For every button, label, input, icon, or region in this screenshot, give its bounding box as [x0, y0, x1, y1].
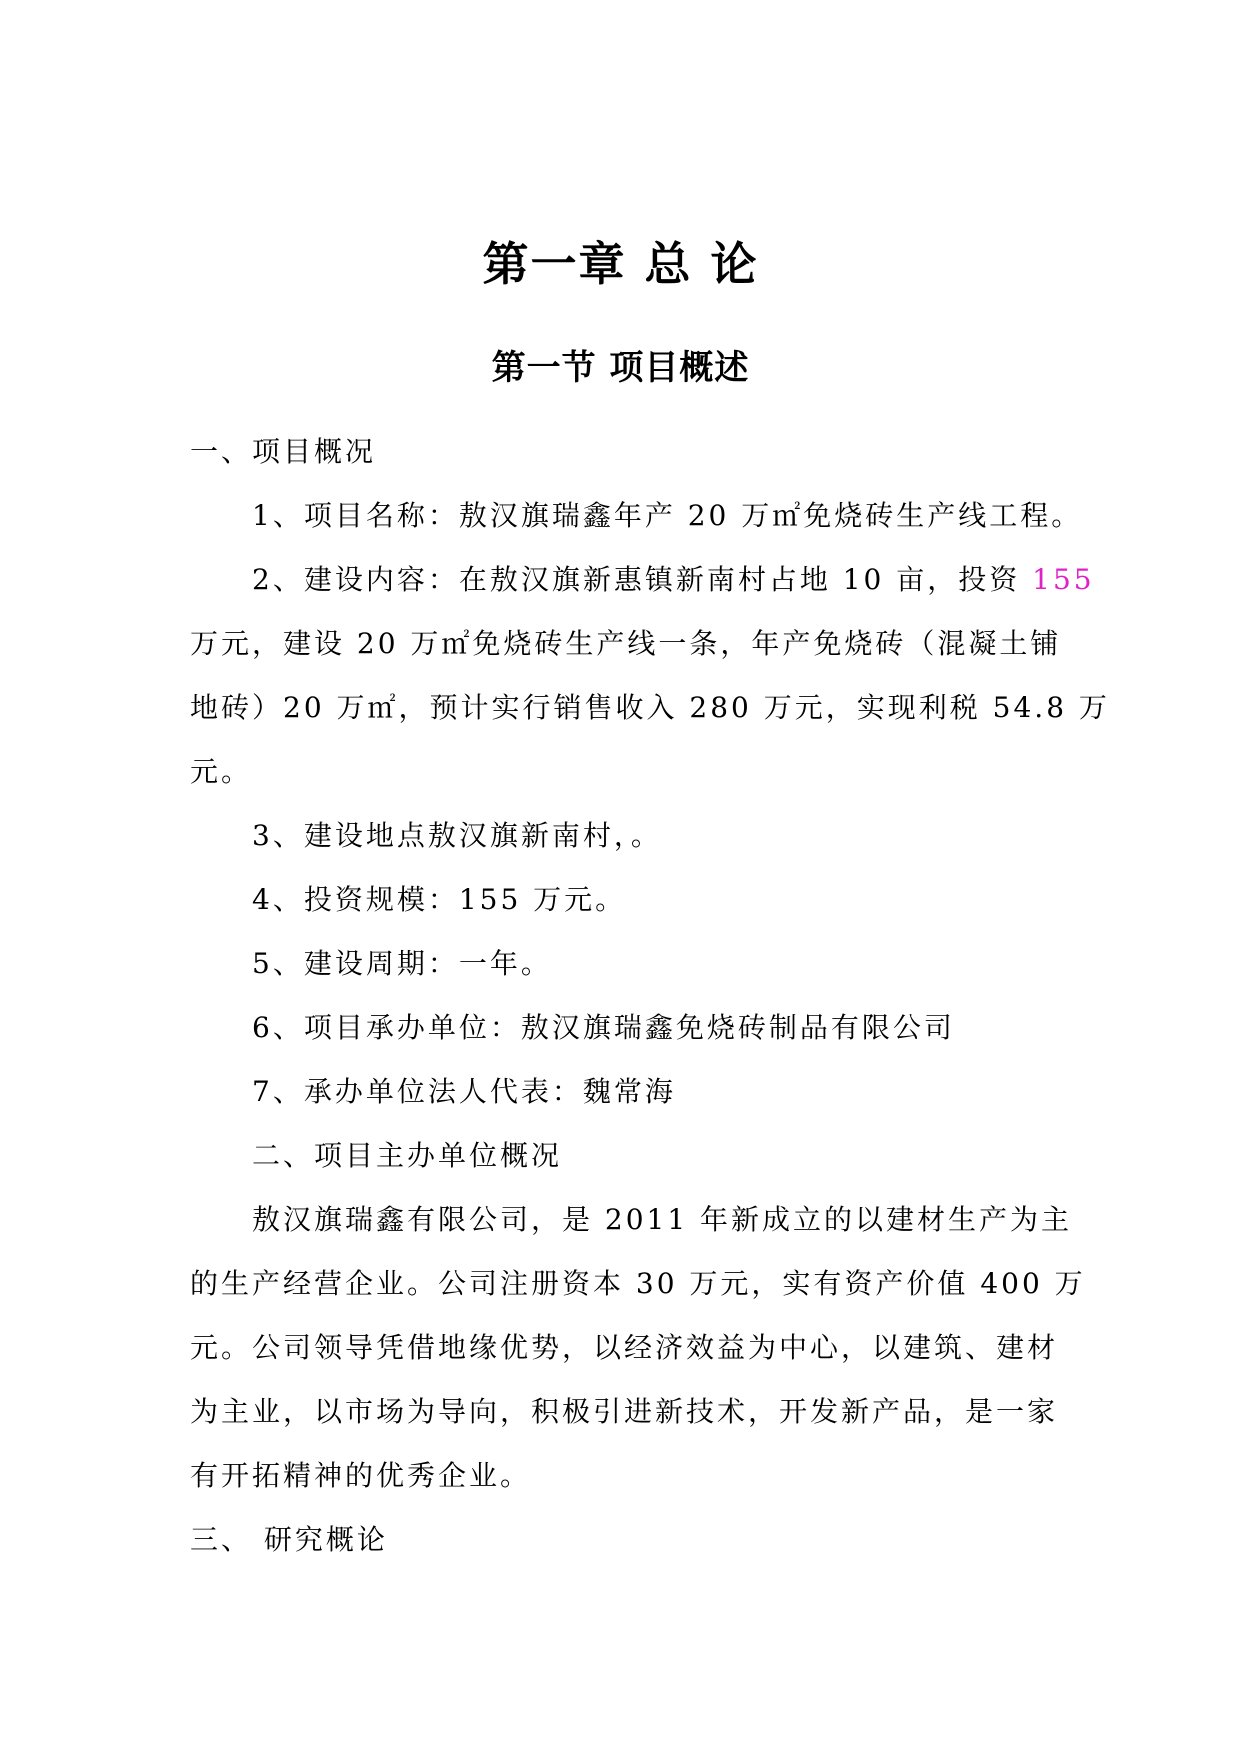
company-paragraph-line2: 的生产经营企业。公司注册资本 30 万元，实有资产价值 400 万: [190, 1267, 1086, 1300]
item-project-name: 1、项目名称：敖汉旗瑞鑫年产 20 万㎡免烧砖生产线工程。: [252, 499, 1083, 532]
company-paragraph-line3: 元。公司领导凭借地缘优势，以经济效益为中心，以建筑、建材: [190, 1331, 1059, 1364]
heading-research-overview: 三、 研究概论: [190, 1523, 388, 1556]
heading-sponsor-overview: 二、项目主办单位概况: [252, 1139, 563, 1172]
item-undertaking-unit: 6、项目承办单位：敖汉旗瑞鑫免烧砖制品有限公司: [252, 1011, 955, 1044]
item-construction-content-line4: 元。: [190, 755, 253, 788]
item-location: 3、建设地点敖汉旗新南村，。: [252, 819, 662, 852]
item-investment-scale: 4、投资规模：155 万元。: [252, 883, 627, 916]
item-construction-content-text: 2、建设内容：在敖汉旗新惠镇新南村占地 10 亩，投资: [252, 563, 1033, 596]
section-title: 第一节 项目概述: [491, 348, 750, 388]
item-construction-content-line2: 万元，建设 20 万㎡免烧砖生产线一条，年产免烧砖（混凝土铺: [190, 627, 1062, 660]
item-construction-content-line3: 地砖）20 万㎡，预计实行销售收入 280 万元，实现利税 54.8 万: [190, 691, 1110, 724]
heading-project-overview: 一、项目概况: [190, 435, 377, 468]
item-legal-representative: 7、承办单位法人代表：魏常海: [252, 1075, 676, 1108]
company-paragraph-line4: 为主业，以市场为导向，积极引进新技术，开发新产品，是一家: [190, 1395, 1059, 1428]
item-construction-content-line1: [252, 560, 1095, 600]
highlighted-investment-value: 155: [1032, 563, 1095, 596]
chapter-title: 第一章 总 论: [482, 237, 759, 291]
company-paragraph-line5: 有开拓精神的优秀企业。: [190, 1459, 532, 1492]
company-paragraph-line1: 敖汉旗瑞鑫有限公司，是 2011 年新成立的以建材生产为主: [252, 1203, 1073, 1236]
item-construction-period: 5、建设周期：一年。: [252, 947, 552, 980]
